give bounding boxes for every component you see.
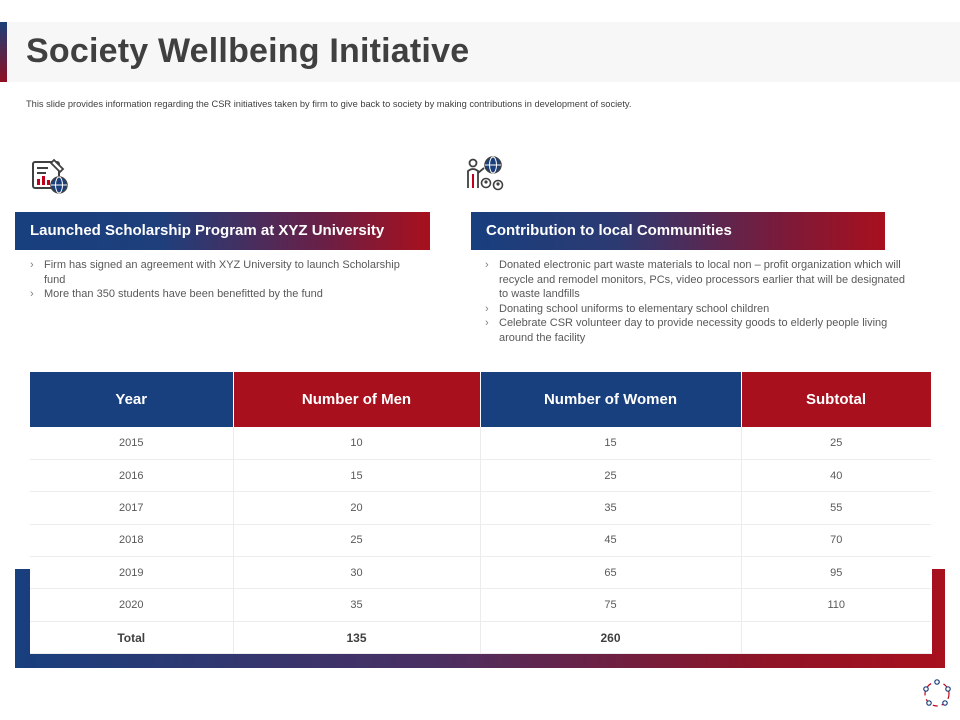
table-row (30, 589, 931, 621)
cell-total-label: Total (30, 621, 233, 653)
cell-women: 75 (480, 589, 741, 621)
cell-men: 35 (233, 589, 480, 621)
cell-subtotal: 110 (741, 589, 931, 621)
cell-subtotal: 70 (741, 524, 931, 556)
cell-men: 20 (233, 492, 480, 524)
column-header-subtotal: Subtotal (741, 372, 931, 427)
cell-subtotal: 55 (741, 492, 931, 524)
communities-bullet-list (485, 258, 905, 345)
cell-women: 15 (480, 427, 741, 459)
column-header-men: Number of Men (233, 372, 480, 427)
cell-subtotal: 95 (741, 557, 931, 589)
cell-men: 25 (233, 524, 480, 556)
table-row (30, 557, 931, 589)
participants-table (30, 372, 932, 654)
table-row (30, 459, 931, 491)
cell-year: 2019 (30, 557, 233, 589)
list-item: › Firm has signed an agreement with XYZ University to launch Scholarship fund (30, 258, 410, 287)
title-accent-bar (0, 22, 7, 82)
list-item: › More than 350 students have been benefitted by the fund (30, 287, 410, 302)
list-item: › Celebrate CSR volunteer day to provide necessity goods to elderly people living around the facility (485, 316, 905, 345)
table-header-row (30, 372, 931, 427)
cell-year: 2018 (30, 524, 233, 556)
cell-total-men: 135 (233, 621, 480, 653)
cell-year: 2020 (30, 589, 233, 621)
page-title: Society Wellbeing Initiative (26, 32, 470, 70)
cell-men: 10 (233, 427, 480, 459)
cell-men: 30 (233, 557, 480, 589)
circular-dots-logo-icon (920, 677, 954, 711)
cell-year: 2016 (30, 459, 233, 491)
page-subtitle: This slide provides information regarding the CSR initiatives taken by firm to give back to society by making contributions in development of society. (26, 99, 632, 109)
table-row (30, 492, 931, 524)
table-total-row (30, 621, 931, 653)
cell-total-subtotal (741, 621, 931, 653)
community-people-globe-icon (465, 154, 505, 194)
section-heading-communities: Contribution to local Communities (471, 212, 885, 250)
cell-women: 65 (480, 557, 741, 589)
cell-women: 45 (480, 524, 741, 556)
column-header-year: Year (30, 372, 233, 427)
cell-year: 2017 (30, 492, 233, 524)
cell-women: 25 (480, 459, 741, 491)
title-bar (0, 22, 960, 82)
scholarship-bullet-list (30, 258, 410, 302)
cell-women: 35 (480, 492, 741, 524)
list-item: › Donating school uniforms to elementary school children (485, 302, 905, 317)
column-header-women: Number of Women (480, 372, 741, 427)
cell-total-women: 260 (480, 621, 741, 653)
list-item: › Donated electronic part waste materials to local non – profit organization which will recycle and remodel monitors, PCs, video processors earlier that will be designated to waste landfills (485, 258, 905, 302)
cell-subtotal: 25 (741, 427, 931, 459)
table-row (30, 427, 931, 459)
table-row (30, 524, 931, 556)
cell-subtotal: 40 (741, 459, 931, 491)
section-heading-scholarship: Launched Scholarship Program at XYZ University (15, 212, 430, 250)
cell-year: 2015 (30, 427, 233, 459)
scholarship-chart-icon (30, 156, 70, 196)
cell-men: 15 (233, 459, 480, 491)
